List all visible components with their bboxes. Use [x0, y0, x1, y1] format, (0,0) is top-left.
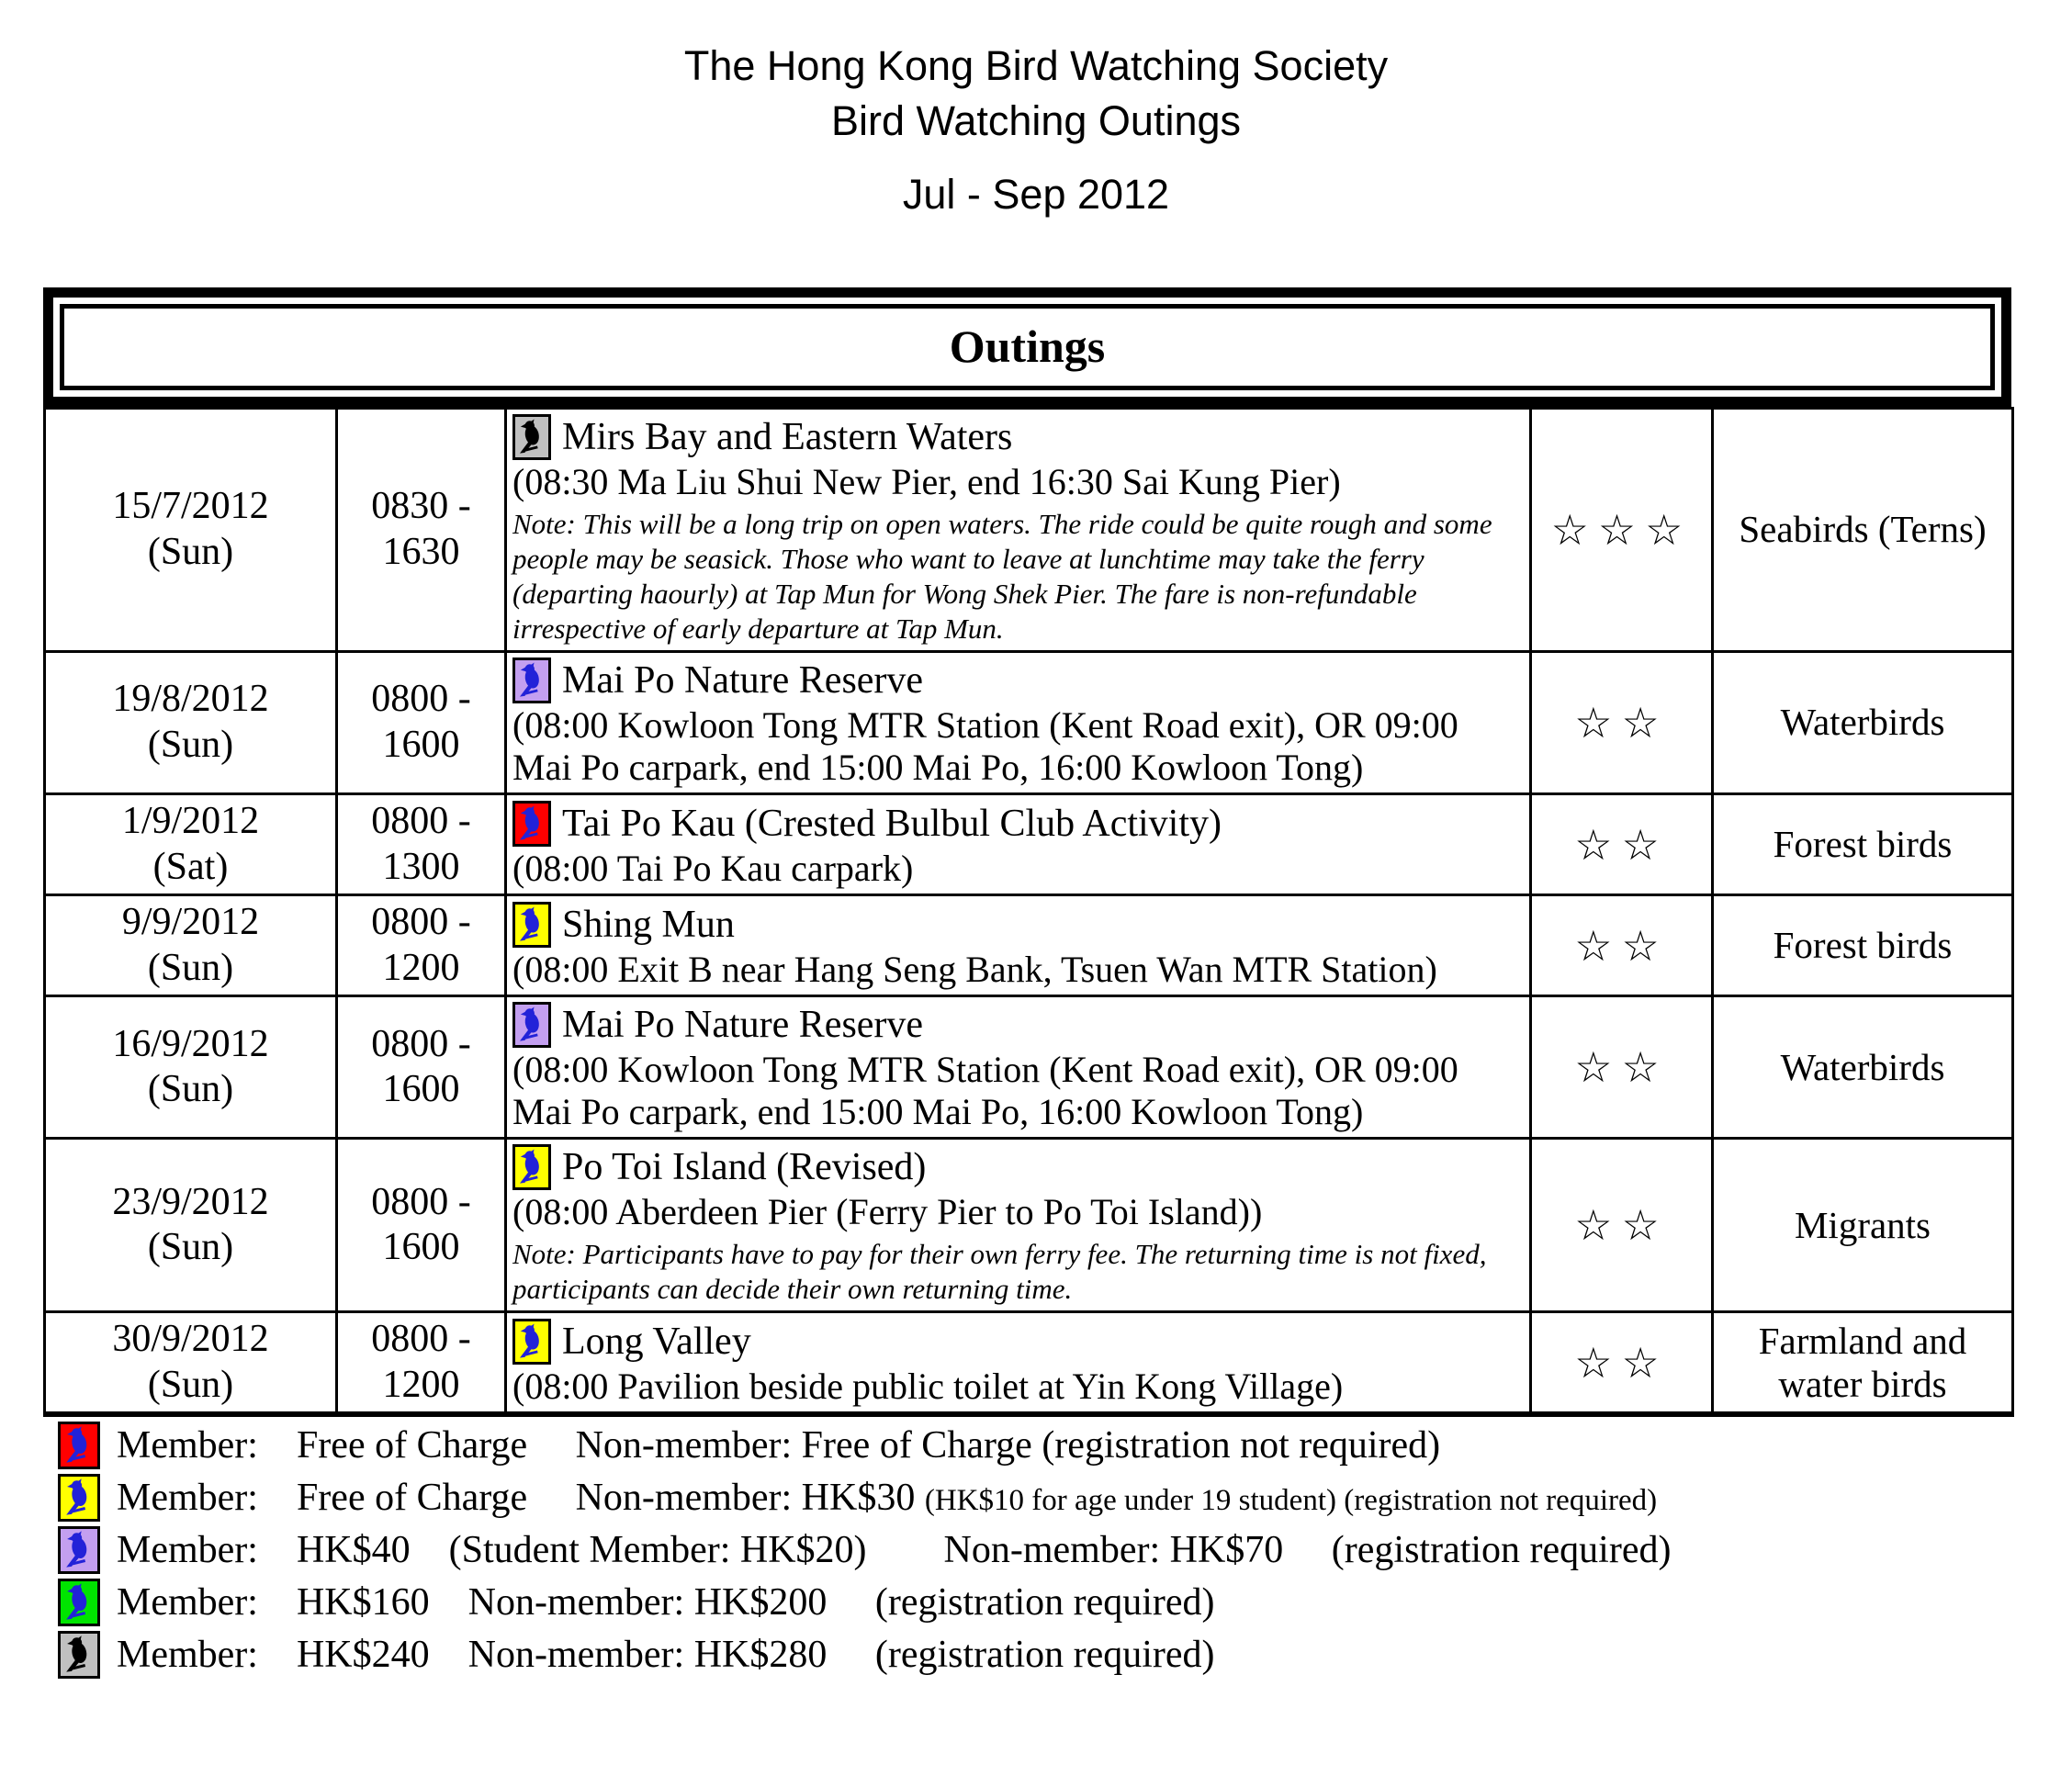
outing-time-end: 1200 [382, 946, 460, 989]
outing-description-cell [506, 409, 1531, 652]
outing-bird-type: Migrants [1713, 1139, 2013, 1312]
outing-time-end: 1200 [382, 1363, 460, 1406]
outing-row [45, 1312, 2013, 1415]
outing-time-start: 0800 - [371, 901, 471, 944]
outing-time-end: 1600 [382, 724, 460, 766]
grey-bird-icon [58, 1631, 100, 1679]
outing-time-end: 1600 [382, 1068, 460, 1111]
outing-difficulty-stars: ☆☆ [1531, 996, 1713, 1139]
outing-difficulty-stars: ☆☆ [1531, 794, 1713, 895]
outing-meeting-point: (08:00 Exit B near Hang Seng Bank, Tsuen Wan MTR Station) [512, 948, 1437, 990]
outing-description-cell [506, 652, 1531, 794]
outing-date-cell [45, 409, 337, 652]
outing-difficulty-stars: ☆☆ [1531, 895, 1713, 996]
outing-time-end: 1300 [382, 845, 460, 888]
outing-time-cell [337, 895, 506, 996]
yellow-bird-icon [58, 1474, 100, 1522]
outing-title: Mai Po Nature Reserve [562, 1004, 924, 1047]
yellow-bird-icon [512, 1319, 551, 1365]
outing-bird-type: Forest birds [1713, 794, 2013, 895]
outing-time-start: 0800 - [371, 1180, 471, 1223]
purple-bird-icon [58, 1526, 100, 1574]
outing-bird-type: Seabirds (Terns) [1713, 409, 2013, 652]
outing-time-start: 0800 - [371, 1022, 471, 1065]
outing-bird-type: Waterbirds [1713, 996, 2013, 1139]
outing-description-cell [506, 1312, 1531, 1415]
outing-description-cell [506, 996, 1531, 1139]
outing-day: (Sun) [147, 1068, 234, 1111]
outing-row [45, 996, 2013, 1139]
red-bird-icon [512, 801, 551, 847]
outing-date-cell [45, 794, 337, 895]
fee-legend [58, 1419, 2029, 1680]
legend-row [58, 1628, 2029, 1680]
outing-title: Tai Po Kau (Crested Bulbul Club Activity) [562, 802, 1222, 845]
yellow-bird-icon [512, 1144, 551, 1190]
outing-meeting-point: (08:00 Tai Po Kau carpark) [512, 847, 914, 889]
outing-date-cell [45, 895, 337, 996]
green-bird-icon [58, 1579, 100, 1626]
outing-time-end: 1600 [382, 1226, 460, 1269]
legend-fee-text: Member: HK$160 Non-member: HK$200 (registration required) [117, 1580, 1215, 1624]
outing-date: 19/8/2012 [112, 678, 269, 721]
legend-row [58, 1471, 2029, 1523]
outing-meeting-point: (08:30 Ma Liu Shui New Pier, end 16:30 Sai Kung Pier) [512, 461, 1341, 502]
outing-bird-type: Forest birds [1713, 895, 2013, 996]
outing-description-cell [506, 1139, 1531, 1312]
page-title: The Hong Kong Bird Watching Society [683, 42, 1389, 89]
outing-day: (Sun) [147, 946, 234, 989]
outing-difficulty-stars: ☆☆ [1531, 1139, 1713, 1312]
period-label: Jul - Sep 2012 [902, 171, 1170, 218]
outing-difficulty-stars: ☆☆ [1531, 652, 1713, 794]
outings-grid [43, 407, 2014, 1417]
outing-time-cell [337, 652, 506, 794]
outing-difficulty-stars: ☆☆ [1531, 1312, 1713, 1415]
outing-date: 16/9/2012 [112, 1022, 269, 1065]
outing-description-cell [506, 895, 1531, 996]
outing-time-end: 1630 [382, 531, 460, 573]
outing-time-cell [337, 1139, 506, 1312]
legend-row [58, 1523, 2029, 1576]
outing-row [45, 1139, 2013, 1312]
outing-date: 23/9/2012 [112, 1180, 269, 1223]
purple-bird-icon [512, 658, 551, 703]
outing-time-start: 0830 - [371, 485, 471, 528]
outing-meeting-point: (08:00 Pavilion beside public toilet at Yin Kong Village) [512, 1365, 1344, 1407]
legend-row [58, 1576, 2029, 1628]
outing-date: 15/7/2012 [112, 485, 269, 528]
outing-note: Note: Participants have to pay for their own ferry fee. The returning time is not fixed, participants can decide their own returning time. [512, 1238, 1487, 1306]
outing-date-cell [45, 652, 337, 794]
outing-meeting-point: (08:00 Kowloon Tong MTR Station (Kent Road exit), OR 09:00 Mai Po carpark, end 15:00 Mai Po, 16:00 Kowloon Tong) [512, 704, 1458, 788]
outing-title: Long Valley [562, 1320, 751, 1363]
outing-title: Mai Po Nature Reserve [562, 658, 924, 702]
outing-bird-type: Farmland and water birds [1713, 1312, 2013, 1415]
legend-fee-text: Member: Free of Charge Non-member: Free of Charge (registration not required) [117, 1423, 1441, 1467]
outing-date-cell [45, 1139, 337, 1312]
outing-time-start: 0800 - [371, 678, 471, 721]
outing-time-start: 0800 - [371, 800, 471, 842]
purple-bird-icon [512, 1002, 551, 1048]
outing-bird-type: Waterbirds [1713, 652, 2013, 794]
legend-fee-text: Member: HK$40 (Student Member: HK$20) Non-member: HK$70 (registration required) [117, 1528, 1672, 1571]
grey-bird-icon [512, 414, 551, 460]
outing-note: Note: This will be a long trip on open waters. The ride could be quite rough and some people may be seasick. Those who want to leave at lunchtime may take the ferry (departing haourly) at Tap Mun for Wong Shek Pier. The fare is non-refundable irrespective of early departure at Tap Mun. [512, 508, 1492, 645]
yellow-bird-icon [512, 902, 551, 948]
outing-row [45, 409, 2013, 652]
outing-row [45, 794, 2013, 895]
outing-title: Mirs Bay and Eastern Waters [562, 415, 1013, 458]
outings-table [43, 287, 2011, 1417]
outing-day: (Sun) [147, 1363, 234, 1406]
outing-row [45, 895, 2013, 996]
table-header-box [43, 287, 2011, 407]
outing-day: (Sat) [152, 845, 229, 888]
red-bird-icon [58, 1422, 100, 1469]
outing-date: 9/9/2012 [121, 901, 260, 944]
outing-day: (Sun) [147, 724, 234, 766]
outing-date: 30/9/2012 [112, 1318, 269, 1361]
legend-row [58, 1419, 2029, 1471]
table-header-title: Outings [60, 304, 1995, 390]
outing-date-cell [45, 996, 337, 1139]
outing-difficulty-stars: ☆☆☆ [1531, 409, 1713, 652]
outing-meeting-point: (08:00 Aberdeen Pier (Ferry Pier to Po Toi Island)) [512, 1191, 1263, 1233]
page-subtitle: Bird Watching Outings [830, 97, 1242, 144]
outing-row [45, 652, 2013, 794]
outing-description-cell [506, 794, 1531, 895]
outing-day: (Sun) [147, 531, 234, 573]
outing-title: Shing Mun [562, 903, 735, 946]
legend-fee-text: Member: HK$240 Non-member: HK$280 (registration required) [117, 1633, 1215, 1676]
outing-title: Po Toi Island (Revised) [562, 1146, 927, 1189]
outing-date: 1/9/2012 [121, 800, 260, 842]
outing-date-cell [45, 1312, 337, 1415]
outing-day: (Sun) [147, 1226, 234, 1269]
outing-time-cell [337, 1312, 506, 1415]
outing-time-cell [337, 996, 506, 1139]
outing-time-cell [337, 409, 506, 652]
outing-time-start: 0800 - [371, 1318, 471, 1361]
outing-time-cell [337, 794, 506, 895]
outing-meeting-point: (08:00 Kowloon Tong MTR Station (Kent Road exit), OR 09:00 Mai Po carpark, end 15:00 Mai Po, 16:00 Kowloon Tong) [512, 1049, 1458, 1133]
legend-fee-text-small: (HK$10 for age under 19 student) (registration not required) [924, 1483, 1658, 1517]
legend-fee-text: Member: Free of Charge Non-member: HK$30 [117, 1476, 925, 1519]
